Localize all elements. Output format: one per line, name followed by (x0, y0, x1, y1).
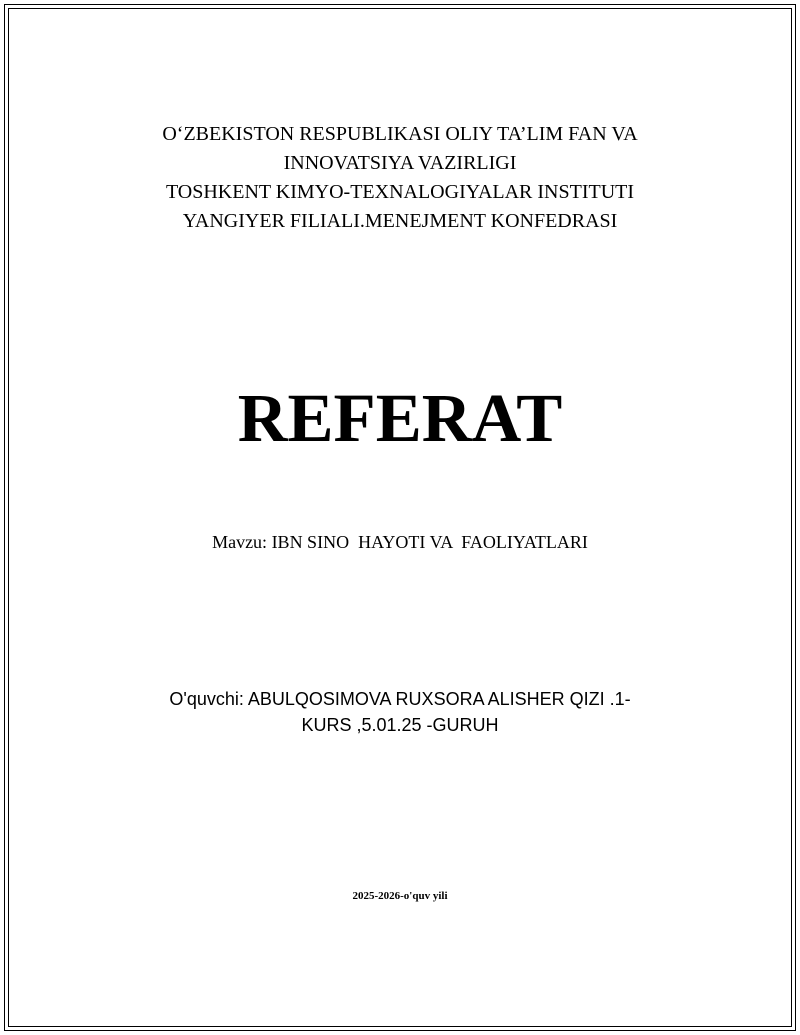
academic-year: 2025-2026-o'quv yili (352, 890, 448, 902)
institution-header (0, 120, 800, 236)
header-line: YANGIYER FILIALI.MENEJMENT KONFEDRASI (182, 210, 618, 232)
document-title: REFERAT (237, 380, 563, 456)
student-line: O'quvchi: ABULQOSIMOVA RUXSORA ALISHER QIZI .1- (169, 689, 631, 709)
student-info (0, 686, 800, 738)
header-line: TOSHKENT KIMYO-TEXNALOGIYALAR INSTITUTI (165, 181, 635, 203)
header-line: INNOVATSIYA VAZIRLIGI (283, 152, 517, 174)
student-line: KURS ,5.01.25 -GURUH (301, 715, 499, 735)
topic-line: Mavzu: IBN SINO HAYOTI VA FAOLIYATLARI (212, 532, 588, 552)
header-line: O‘ZBEKISTON RESPUBLIKASI OLIY TA’LIM FAN VA (162, 123, 638, 145)
